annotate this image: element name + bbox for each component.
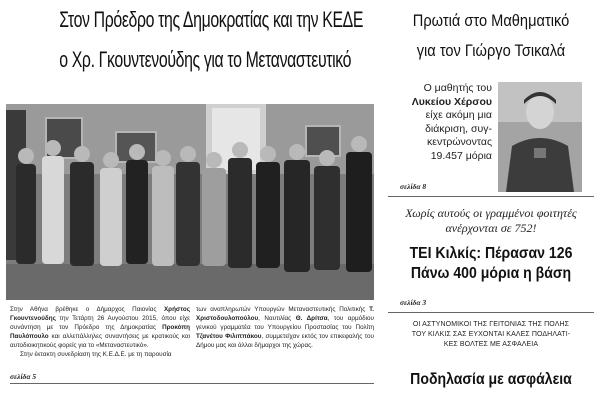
police-notice: [388, 320, 594, 350]
tei-quote: [388, 206, 594, 236]
caption-left-paragraph-2: Στην έκτακτη συνεδρίαση της Κ.Ε.Δ.Ε. με τη παρουσία: [20, 351, 172, 358]
cycling-headline: Ποδηλασία με ασφάλεια: [410, 371, 572, 388]
main-headline-line-2: ο Χρ. Γκουντενούδης για το Μεταναστευτικό: [59, 47, 352, 72]
caption-name-president: Προκόπη Παυλόπουλο: [10, 324, 190, 340]
caption-left-text-3: και αλλεπάλληλες συναντήσεις με κρατικούς και αυτοδιοικητικούς φορείς για το «Μεταναστευτικό».: [10, 333, 190, 349]
student-photo: [498, 82, 582, 192]
math-title-line-1: Πρωτιά στο Μαθηματικό: [412, 11, 570, 30]
main-bottom-rule: [10, 383, 374, 384]
caption-right-text-1: των αναπληρωτών Υπουργών Μεταναστευτικής Πολιτικής: [196, 306, 370, 313]
caption-right-text-2: , Ναυτιλίας: [258, 315, 296, 322]
tei-title-line-1: ΤΕΙ Κιλκίς: Πέρασαν 126: [409, 245, 573, 262]
tei-quote-line-1: Χωρίς αυτούς οι γραμμένοι φοιτητές: [405, 206, 577, 220]
police-line-1: ΟΙ ΑΣΤΥΝΟΜΙΚΟΙ ΤΗΣ ΓΕΙΤΟΝΙΑΣ ΤΗΣ ΠΟΛΗΣ: [412, 321, 570, 328]
main-page-ref[interactable]: σελίδα 5: [10, 372, 37, 381]
caption-name-dritsas: Θ. Δρίτσα: [295, 315, 328, 322]
caption-name-mayor: Χρήστος Γκουντενούδης: [10, 306, 190, 322]
caption-right-text-3: , του αρμόδιου γενικού γραμματέα του Υπουργείου Προστασίας του Πολίτη: [196, 315, 374, 331]
caption-column-right: [196, 305, 374, 350]
police-line-2: ΤΟΥ ΚΙΛΚΙΣ ΣΑΣ ΕΥΧΟΝΤΑΙ ΚΑΛΕΣ ΠΟΔΗΛΑΤΙ-: [411, 331, 571, 338]
math-title-line-2: για τον Γιώργο Τσικαλά: [416, 41, 566, 60]
math-text-line-5: κεντρώνοντας: [427, 136, 492, 148]
student-photo-illustration: [498, 82, 582, 192]
tei-bottom-rule: [388, 312, 594, 313]
caption-column-left: [10, 305, 190, 359]
caption-left-text-2: την Τετάρτη 26 Αυγούστου 2015, όπου είχε συνάντηση με τον Πρόεδρο της Δημοκρατίας: [10, 315, 190, 331]
math-text-line-6: 19.457 μόρια: [430, 149, 492, 162]
caption-left-text-1: Στην Αθήνα βρέθηκε ο Δήμαρχος Παιονίας: [10, 306, 164, 313]
math-summary: [388, 82, 492, 163]
math-title: [388, 8, 594, 64]
tei-page-ref[interactable]: σελίδα 3: [400, 298, 427, 307]
caption-name-minister: Τ. Χριστοδουλοπούλου: [196, 306, 374, 322]
group-photo-illustration: [6, 104, 374, 300]
group-photo: [6, 104, 374, 300]
caption-right-text-4: , συμμετείχαν εκτός τον επικεφαλής του Δήμου μας και άλλοι δήμαρχοι της χώρας.: [196, 333, 374, 349]
math-text-line-3: είχε ακόμη μια: [425, 109, 492, 121]
police-line-3: ΚΕΣ ΒΟΛΤΕΣ ΜΕ ΑΣΦΑΛΕΙΑ: [443, 341, 539, 348]
main-headline: [8, 4, 374, 76]
tei-title: [388, 244, 594, 284]
math-bottom-rule: [388, 196, 594, 197]
math-text-line-2: Λυκείου Χέρσου: [411, 95, 492, 108]
main-headline-line-1: Στον Πρόεδρο της Δημοκρατίας και την ΚΕΔΕ: [59, 7, 364, 32]
caption-name-filippakos: Τζανέτου Φιλιππάκου: [196, 333, 262, 340]
math-page-ref[interactable]: σελίδα 8: [400, 182, 427, 191]
tei-quote-line-2: ανέρχονται σε 752!: [445, 221, 537, 235]
math-text-line-1: Ο μαθητής του: [423, 82, 492, 94]
math-text-line-4: διάκριση, συγ-: [425, 122, 492, 135]
tei-title-line-2: Πάνω 400 μόρια η βάση: [410, 265, 572, 282]
